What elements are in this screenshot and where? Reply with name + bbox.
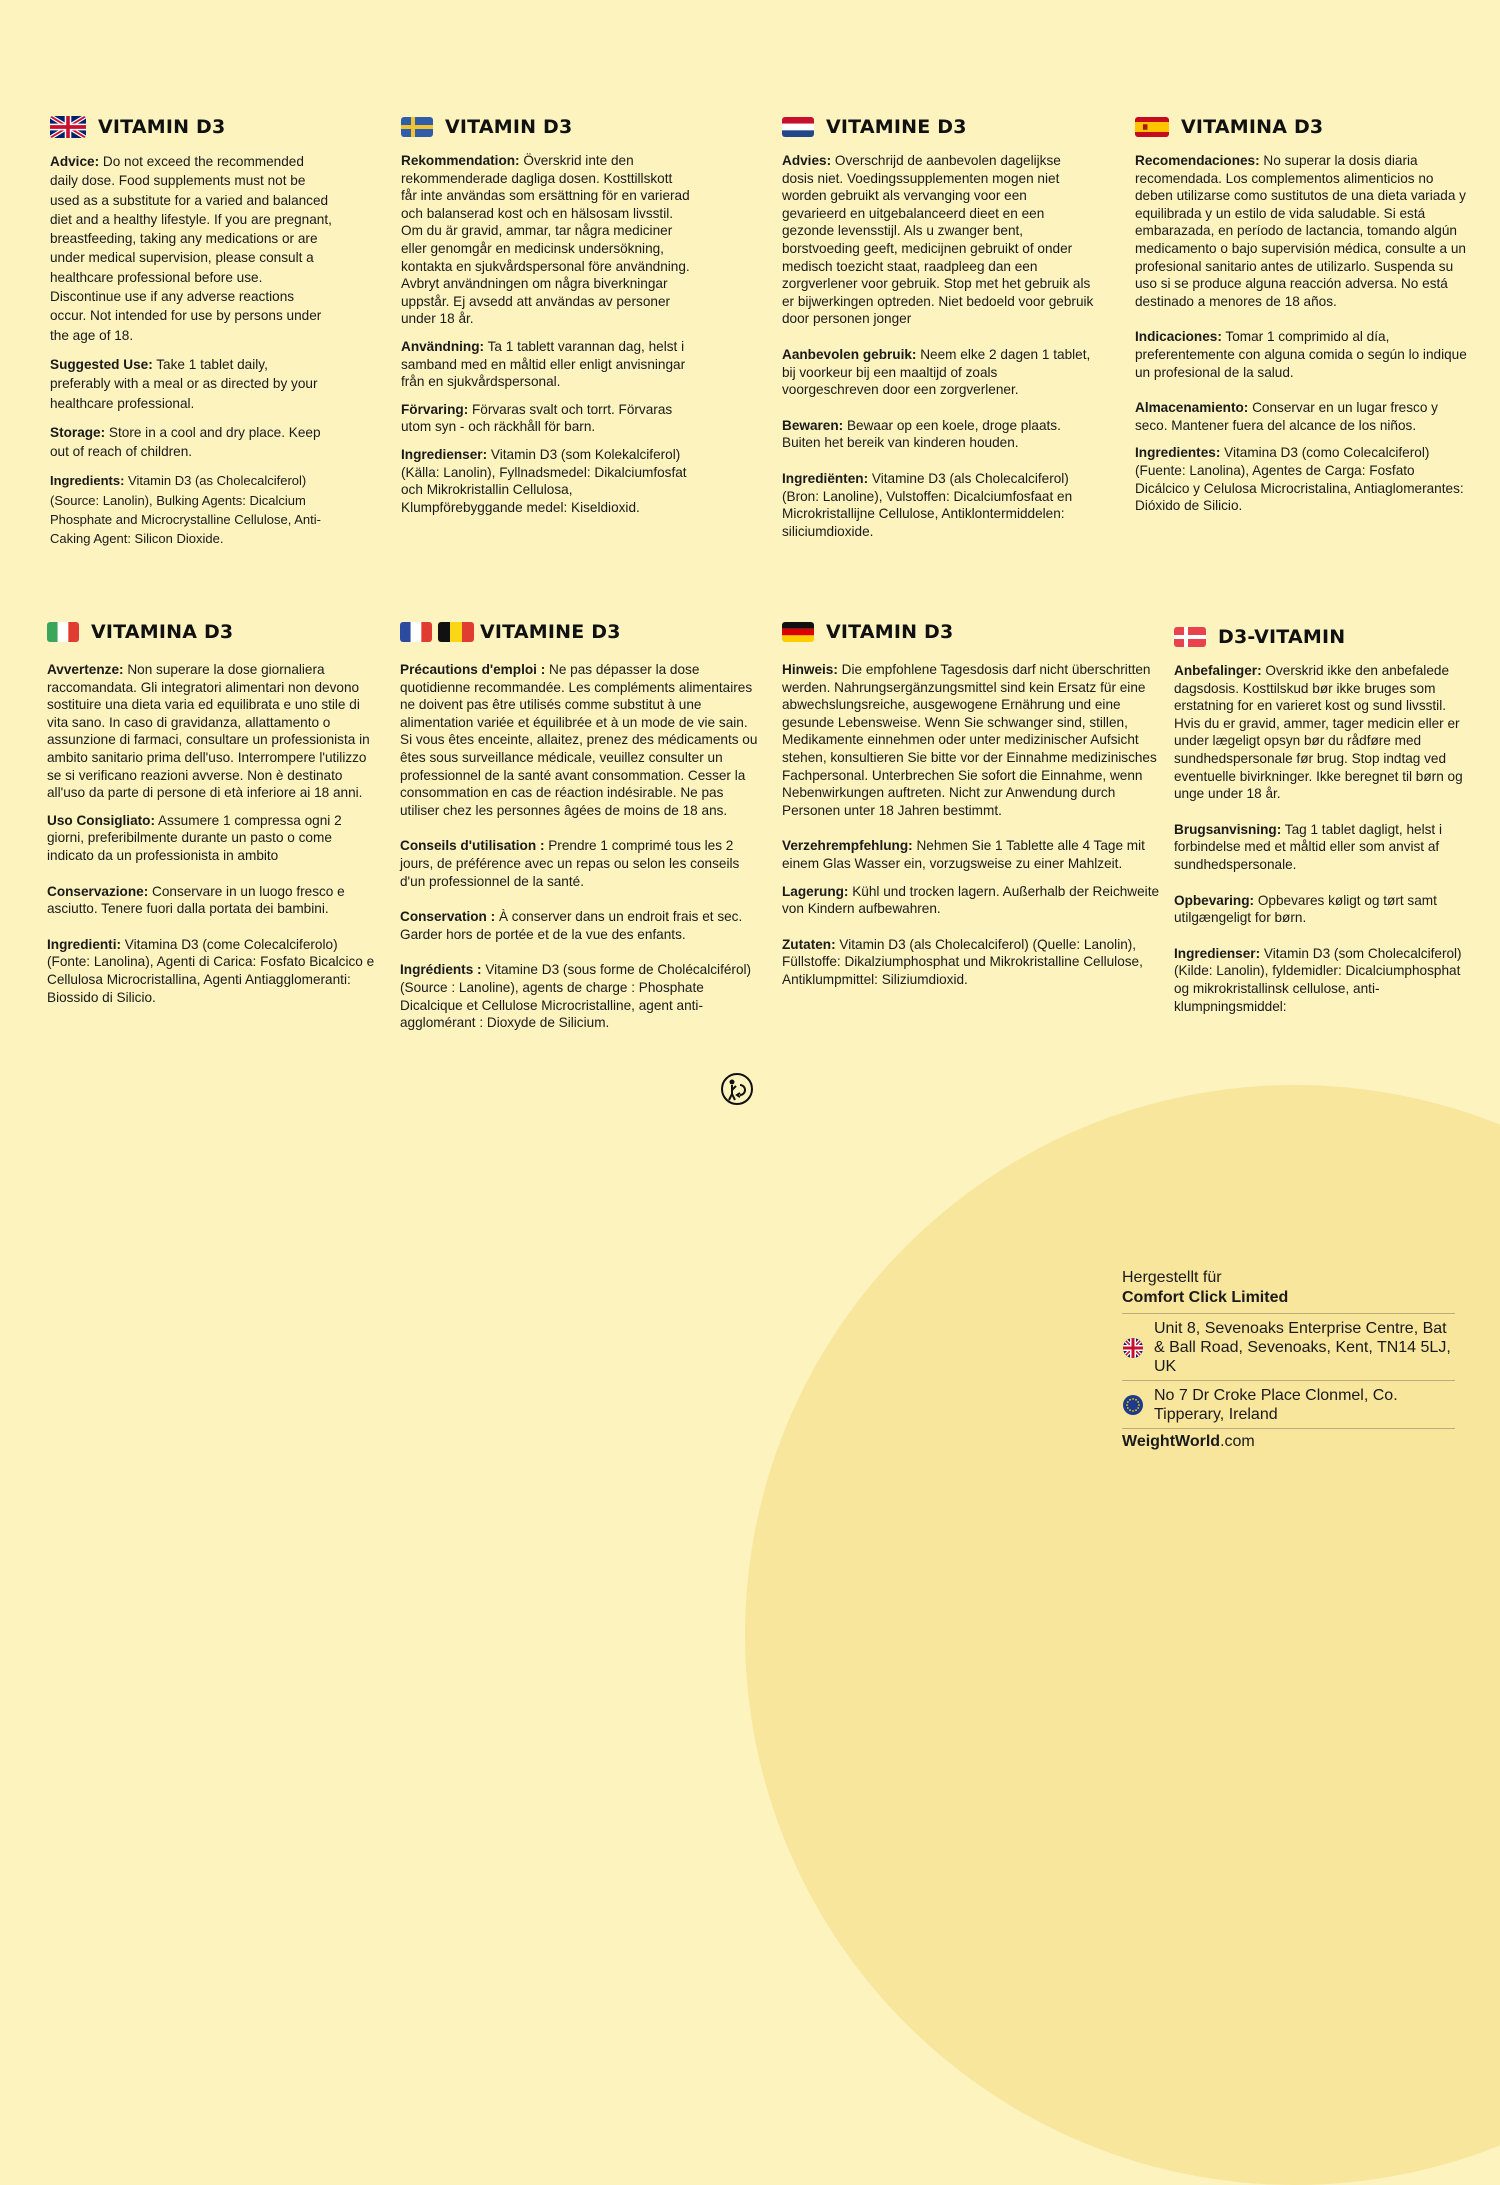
section-label: Ingrediënten:	[782, 470, 869, 486]
section-label: Bewaren:	[782, 417, 844, 433]
usage-section	[1135, 328, 1467, 381]
storage-section	[50, 423, 332, 462]
netherlands-flag-icon	[782, 117, 814, 137]
section-label: Précautions d'emploi :	[400, 662, 546, 677]
section-label: Hinweis:	[782, 662, 838, 677]
panel-header	[782, 617, 1167, 647]
panel-header	[47, 617, 375, 647]
section-label: Aanbevolen gebruik:	[782, 346, 917, 362]
section-text: Conservare in un luogo fresco e asciutto. Tenere fuori dalla portata dei bambini.	[47, 883, 345, 917]
usage-section	[400, 837, 760, 890]
advice-section	[401, 152, 691, 328]
section-text: Vitamin D3 (som Cholecalciferol) (Kilde: Lanolin), fyldemidler: Dicalciumphosphat og mikrokristallinsk cellulose, anti-klumpningsmiddel:	[1174, 945, 1462, 1014]
eu-address: No 7 Dr Croke Place Clonmel, Co. Tipperary, Ireland	[1154, 1387, 1398, 1423]
section-label: Ingredienser:	[401, 446, 488, 462]
panel-header	[401, 112, 691, 142]
section-text: Vitamine D3 (als Cholecalciferol) (Bron: Lanoline), Vulstoffen: Dicalciumfosfaat en Microkristallijne Cellulose, Antiklontermiddelen: siliciumdioxide.	[782, 470, 1073, 539]
made-for-label: Hergestellt für	[1122, 1269, 1222, 1286]
uk-address: Unit 8, Sevenoaks Enterprise Centre, Bat & Ball Road, Sevenoaks, Kent, TN14 5LJ, UK	[1154, 1320, 1451, 1375]
ingredients-section	[50, 471, 332, 548]
panel-english	[50, 112, 332, 559]
section-text: Overschrijd de aanbevolen dagelijkse dosis niet. Voedingssupplementen mogen niet worden gebruikt als vervanging voor een gevarieerd en uitgebalanceerd dieet en een gezonde levensstijl. Als u zwanger bent, borstvoeding geeft, medicijnen gebruikt of onder medisch toezicht staat, raadpleeg dan een zorgverlener voor gebruik. Stop met het gebruik als er bijwerkingen optreden. Niet bedoeld voor gebruik door personen jonger	[782, 153, 1094, 327]
panel-header	[400, 617, 760, 647]
germany-flag-icon	[782, 622, 814, 642]
section-text: Do not exceed the recommended daily dose. Food supplements must not be used as a substitute for a varied and balanced diet and a healthy lifestyle. If you are pregnant, breastfeeding, taking any medications or are under medical supervision, please consult a healthcare professional before use. Discontinue use if any adverse reactions occur. Not intended for use by persons under the age of 18.	[50, 154, 332, 343]
panel-header	[1135, 112, 1467, 142]
sweden-flag-icon	[401, 117, 433, 137]
section-text: Vitamin D3 (als Cholecalciferol) (Quelle: Lanolin), Füllstoffe: Dikalziumphosphat und Mikrokristalline Cellulose, Antiklumpmittel: Siliziumdioxid.	[782, 936, 1143, 987]
storage-section	[1174, 892, 1464, 927]
ingredients-section	[1135, 444, 1467, 514]
section-label: Suggested Use:	[50, 356, 153, 372]
section-text: Vitamine D3 (sous forme de Cholécalciférol) (Source : Lanoline), agents de charge : Phosphate Dicalcique et Cellulose Microcristalline, agent anti-agglomérant : Dioxyde de Silicium.	[400, 962, 752, 1031]
panel-header	[782, 112, 1094, 142]
advice-section	[782, 661, 1167, 819]
decorative-circle	[745, 1085, 1500, 2185]
section-label: Indicaciones:	[1135, 329, 1222, 345]
section-text: Vitamin D3 (som Kolekalciferol) (Källa: Lanolin), Fyllnadsmedel: Dikalciumfosfat och Mikrokristallin Cellulosa, Klumpförebyggande medel: Kiseldioxid.	[401, 446, 687, 515]
company-name: Comfort Click Limited	[1122, 1289, 1289, 1306]
panel-title: VITAMINE D3	[826, 116, 967, 138]
eu-address-row	[1122, 1380, 1455, 1428]
section-text: Die empfohlene Tagesdosis darf nicht überschritten werden. Nahrungsergänzungsmittel sind kein Ersatz für eine abwechslungsreiche, ausgewogene Ernährung und eine gesunde Lebensweise. Wenn Sie schwanger sind, stillen, Medikamente einnehmen oder unter medizinischer Aufsicht stehen, konsultieren Sie bitte vor der Einnahme medizinisches Fachpersonal. Unterbrechen Sie sofort die Einnahme, wenn Nebenwirkungen auftreten. Nicht zur Anwendung durch Personen unter 18 Jahren bestimmt.	[782, 662, 1157, 818]
italy-flag-icon	[47, 622, 79, 642]
section-label: Storage:	[50, 424, 106, 440]
usage-section	[782, 346, 1094, 399]
section-label: Brugsanvisning:	[1174, 821, 1282, 837]
triman-recycling-icon	[720, 1072, 754, 1106]
section-text: Kühl und trocken lagern. Außerhalb der Reichweite von Kindern aufbewahren.	[782, 883, 1160, 917]
section-label: Advies:	[782, 153, 832, 168]
section-label: Recomendaciones:	[1135, 153, 1260, 168]
section-label: Opbevaring:	[1174, 892, 1255, 908]
panel-italian	[47, 617, 375, 1016]
storage-section	[400, 908, 760, 943]
section-text: Store in a cool and dry place. Keep out of reach of children.	[50, 424, 321, 460]
section-text: Överskrid inte den rekommenderade dagliga dosen. Kosttillskott får inte användas som ersättning för en varierad och balanserad kost och en hälsosam livsstil. Om du är gravid, ammar, tar några mediciner eller genomgår en medicinsk undersökning, kontakta en sjukvårdspersonal före användning. Avbryt användningen om några biverkningar uppstår. Ej avsedd att användas av personer under 18 år.	[401, 153, 690, 327]
section-text: No superar la dosis diaria recomendada. Los complementos alimenticios no deben utilizarse como sustitutos de una dieta variada y equilibrada y un estilo de vida saludable. Si está embarazada, en período de lactancia, tomando algún medicamento o bajo supervisión médica, consulte a un profesional sanitario antes de utilizarlo. Suspenda su uso si se produce alguna reacción adversa. No está destinado a menores de 18 años.	[1135, 153, 1466, 309]
ingredients-section	[47, 936, 375, 1006]
panel-header	[50, 112, 332, 142]
section-label: Ingredientes:	[1135, 445, 1221, 461]
website-domain: .com	[1220, 1433, 1255, 1450]
website-brand: WeightWorld	[1122, 1433, 1221, 1450]
website-link[interactable]	[1122, 1428, 1455, 1451]
spain-flag-icon	[1135, 117, 1169, 137]
advice-section	[1174, 662, 1464, 803]
ingredients-section	[400, 961, 760, 1031]
panel-title: VITAMIN D3	[445, 116, 573, 138]
panel-french	[400, 617, 760, 1042]
section-text: Assumere 1 compressa ogni 2 giorni, preferibilmente durante un pasto o come indicato da un professionista in ambito	[47, 812, 342, 863]
uk-round-flag-icon	[1122, 1337, 1144, 1359]
section-label: Uso Consigliato:	[47, 812, 155, 828]
section-text: Vitamina D3 (como Colecalciferol) (Fuente: Lanolina), Agentes de Carga: Fosfato Dicálcico y Celulosa Microcristalina, Antiaglomerantes: Dióxido de Silicio.	[1135, 445, 1464, 514]
storage-section	[1135, 399, 1467, 434]
panel-dutch	[782, 112, 1094, 550]
section-text: Overskrid ikke den anbefalede dagsdosis. Kosttilskud bør ikke bruges som erstatning for en varieret kost og sund livsstil. Hvis du er gravid, ammer, tager medicin eller er under lægeligt opsyn bør du rådføre med sundhedspersonale før brug. Stop indtag ved eventuelle bivirkninger. Ikke beregnet til børn og unge under 18 år.	[1174, 663, 1463, 802]
denmark-flag-icon	[1174, 627, 1206, 647]
section-text: Non superare la dose giornaliera raccomandata. Gli integratori alimentari non devono sostituire una dieta varia ed equilibrata e uno stile di vita sano. In caso di gravidanza, allattamento o assunzione di farmaci, consultare un professionista in ambito sanitario prima dell'uso. Interrompere l'utilizzo se si verificano reazioni avverse. Non è destinato all'uso da parte di persone di età inferiore ai 18 anni.	[47, 662, 370, 801]
section-label: Conservation :	[400, 909, 496, 925]
section-label: Ingredienser:	[1174, 945, 1261, 961]
section-text: À conserver dans un endroit frais et sec. Garder hors de portée et de la vue des enfants.	[400, 909, 743, 942]
ingredients-section	[782, 936, 1167, 989]
section-text: Nehmen Sie 1 Tablette alle 4 Tage mit einem Glas Wasser ein, vorzugsweise zu einer Mahlzeit.	[782, 838, 1145, 871]
storage-section	[782, 417, 1094, 452]
section-text: Tag 1 tablet dagligt, helst i forbindelse med et måltid eller som anvist af sundhedspersonale.	[1174, 821, 1442, 872]
section-label: Zutaten:	[782, 936, 836, 952]
panel-swedish	[401, 112, 691, 526]
advice-section	[47, 661, 375, 802]
section-label: Användning:	[401, 338, 485, 354]
eu-round-flag-icon	[1122, 1394, 1144, 1416]
panel-german	[782, 617, 1167, 999]
section-label: Conservazione:	[47, 883, 149, 899]
section-text: Conservar en un lugar fresco y seco. Mantener fuera del alcance de los niños.	[1135, 400, 1438, 433]
section-text: Opbevares køligt og tørt samt utilgængeligt for børn.	[1174, 892, 1437, 926]
usage-section	[47, 812, 375, 865]
section-label: Conseils d'utilisation :	[400, 838, 545, 854]
usage-section	[782, 837, 1167, 872]
section-text: Prendre 1 comprimé tous les 2 jours, de préférence avec un repas ou selon les conseils d'un professionnel de la santé.	[400, 838, 740, 889]
section-text: Tomar 1 comprimido al día, preferentemente con alguna comida o según lo indique un profesional de la salud.	[1135, 329, 1467, 380]
uk-address-row	[1122, 1313, 1455, 1380]
section-label: Ingrédients :	[400, 962, 482, 978]
panel-header	[1174, 622, 1464, 652]
section-label: Rekommendation:	[401, 153, 520, 168]
panel-spanish	[1135, 112, 1467, 525]
section-label: Ingredienti:	[47, 936, 122, 952]
section-label: Ingredients:	[50, 473, 125, 489]
section-text: Take 1 tablet daily, preferably with a meal or as directed by your healthcare professional.	[50, 356, 318, 411]
manufacturer-info	[1122, 1268, 1455, 1451]
panel-title: VITAMINA D3	[91, 621, 234, 643]
section-label: Verzehrempfehlung:	[782, 838, 913, 854]
section-text: Förvaras svalt och torrt. Förvaras utom syn - och räckhåll för barn.	[401, 401, 673, 435]
section-text: Vitamina D3 (come Colecalciferolo) (Fonte: Lanolina), Agenti di Carica: Fosfato Bicalcico e Cellulosa Microcristallina, Agenti Antiagglomeranti: Biossido di Silicio.	[47, 936, 375, 1005]
storage-section	[401, 401, 691, 436]
panel-title: VITAMIN D3	[826, 621, 954, 643]
ingredients-section	[401, 446, 691, 516]
panel-title: VITAMIN D3	[98, 116, 226, 138]
panel-title: VITAMINE D3	[480, 621, 621, 643]
panel-title: D3-VITAMIN	[1218, 626, 1346, 648]
panel-title: VITAMINA D3	[1181, 116, 1324, 138]
section-text: Ne pas dépasser la dose quotidienne recommandée. Les compléments alimentaires ne doivent pas être utilisés comme substitut à une alimentation variée et équilibrée et à un mode de vie sain. Si vous êtes enceinte, allaitez, prenez des médicaments ou êtes sous surveillance médicale, veuillez consulter un professionnel de la santé avant consommation. Cesser la consommation en cas de réaction indésirable. Ne pas utiliser chez les personnes âgées de moins de 18 ans.	[400, 662, 758, 818]
section-label: Lagerung:	[782, 883, 849, 899]
panel-danish	[1174, 622, 1464, 1025]
storage-section	[782, 883, 1167, 918]
advice-section	[782, 152, 1094, 328]
storage-section	[47, 883, 375, 918]
france-flag-icon	[400, 622, 432, 642]
section-label: Almacenamiento:	[1135, 400, 1249, 416]
section-text: Bewaar op een koele, droge plaats. Buiten het bereik van kinderen houden.	[782, 417, 1061, 451]
suggested-use-section	[50, 355, 332, 413]
advice-section	[1135, 152, 1467, 310]
usage-section	[1174, 821, 1464, 874]
section-label: Förvaring:	[401, 401, 469, 417]
section-text: Vitamin D3 (as Cholecalciferol) (Source: Lanolin), Bulking Agents: Dicalcium Phosphate and Microcrystalline Cellulose, Anti-Caking Agent: Silicon Dioxide.	[50, 473, 321, 547]
advice-section	[400, 661, 760, 819]
usage-section	[401, 338, 691, 391]
section-text: Neem elke 2 dagen 1 tablet, bij voorkeur bij een maaltijd of zoals voorgeschreven door een zorgverlener.	[782, 346, 1091, 398]
ingredients-section	[782, 470, 1094, 540]
uk-flag-icon	[50, 116, 86, 138]
section-label: Anbefalinger:	[1174, 663, 1262, 678]
section-text: Ta 1 tablett varannan dag, helst i samband med en måltid eller enligt anvisningar från en sjukvårdspersonal.	[401, 338, 686, 390]
belgium-flag-icon	[438, 622, 474, 642]
ingredients-section	[1174, 945, 1464, 1015]
advice-section	[50, 152, 332, 345]
section-label: Advice:	[50, 154, 100, 169]
section-label: Avvertenze:	[47, 662, 124, 677]
